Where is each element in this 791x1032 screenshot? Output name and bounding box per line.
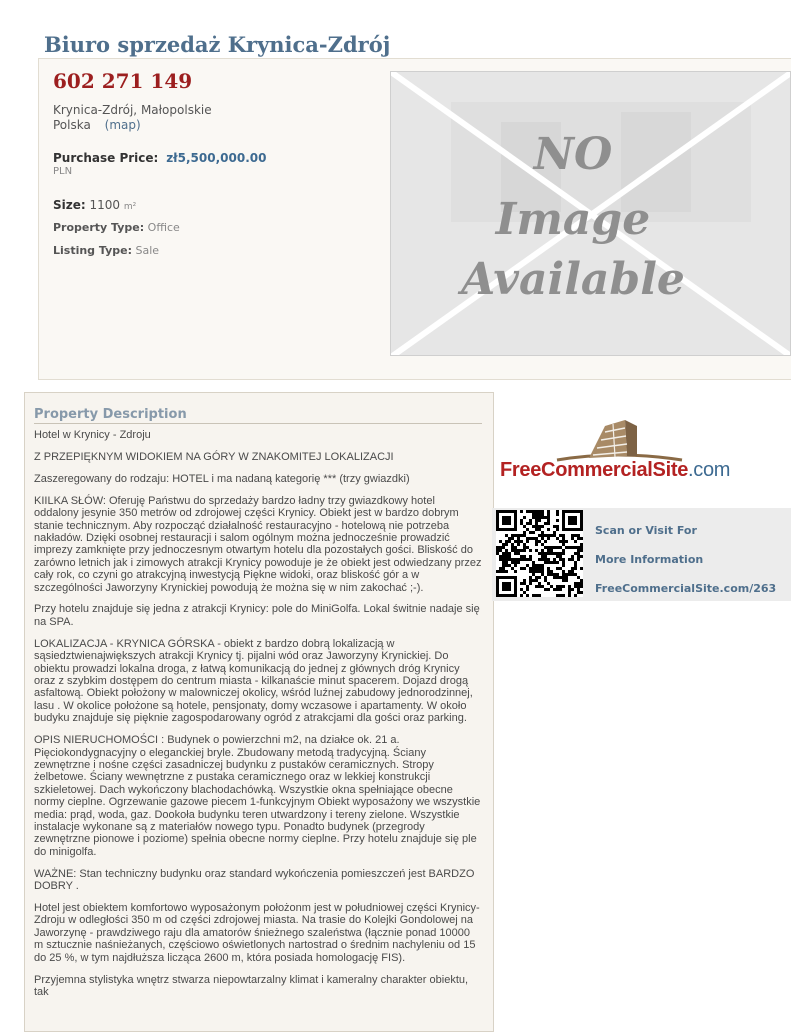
- address-country-row: [53, 118, 141, 132]
- address-country: Polska: [53, 118, 91, 132]
- listing-type-value: Sale: [135, 244, 160, 257]
- description-paragraph: Przyjemna stylistyka wnętrz stwarza niepowtarzalny klimat i kameralny charakter obiektu, tak: [34, 973, 469, 998]
- property-type-label: Property Type:: [53, 221, 145, 234]
- description-body: [34, 429, 482, 1008]
- phone-number[interactable]: 602 271 149: [53, 69, 193, 93]
- no-image-line2: Image: [495, 194, 651, 245]
- size-unit: m²: [123, 202, 137, 212]
- qr-scan-text: Scan or Visit For: [595, 524, 697, 537]
- description-paragraph: Przy hotelu znajduje się jedna z atrakcji Krynicy: pole do MiniGolfa. Lokal świtnie nadaje się na SPA.: [34, 603, 480, 628]
- logo-text-main: FreeCommercialSite: [500, 459, 689, 481]
- description-paragraph: Hotel jest obiektem komfortowo wyposażonym położonm jest w południowej części Krynicy-Zdroju w odległości 350 m od części zdrojowej miasta. Na trasie do Kolejki Gondolowej na Jaworzynę - prawdziwego raju dla amatorów śnieżnego szaleństwa (łącznie ponad 10000 m sztucznie naśnieżanych, częściowo oświetlonych nartostrad o średnim nachyleniu od 15 do 25 %, w tym najdłuższa licząca 2600 m, która posiada homologację FIS).: [34, 902, 480, 964]
- property-type-row: [53, 221, 180, 234]
- qr-info-text: More Information: [595, 553, 704, 566]
- price-value: zł5,500,000.00: [166, 151, 267, 165]
- qr-url-link[interactable]: FreeCommercialSite.com/263: [595, 582, 777, 595]
- no-image-line1: NO: [533, 129, 613, 180]
- size-row: [53, 198, 136, 212]
- description-paragraph: Z PRZEPIĘKNYM WIDOKIEM NA GÓRY W ZNAKOMITEJ LOKALIZACJI: [34, 450, 394, 463]
- size-value: 1100: [89, 198, 121, 212]
- address-city-region: Krynica-Zdrój, Małopolskie: [53, 103, 212, 117]
- no-image-graphic: [391, 72, 791, 356]
- price-label: Purchase Price:: [53, 151, 159, 165]
- freecommercialsite-logo[interactable]: [500, 459, 730, 482]
- description-paragraph: Hotel w Krynicy - Zdroju: [34, 429, 151, 441]
- description-heading: Property Description: [34, 407, 187, 422]
- size-label: Size:: [53, 198, 86, 212]
- qr-code-icon[interactable]: [496, 510, 583, 597]
- description-paragraph: KIILKA SŁÓW: Oferuję Państwu do sprzedaży bardzo ładny trzy gwiazdkowy hotel oddalony jesynie 350 metrów od zdrojowej części Krynicy. Obiekt jest w bardzo dobrym stanie technicznym. Aby rozpocząć działalność restauracyjno - hotelową nie potrzeba nakładów. Dzięki osobnej restauracji i salom ogólnym można jednocześnie prowadzić imprezy zamknięte przy jednoczesnym otwartym hotelu dla pozostałych gości. Bliskość do zarówno letnich jak i zimowych atrakcji Krynicy powoduje je że obiekt jest odwiedzany przez cały rok, co czyni go atrakcyjną inwestycją Piękne widoki, oraz bliskość gór a w szczególności Jaworzyny Krynickiej powodują że można się w nim zakochać ;-).: [34, 494, 482, 594]
- description-paragraph: WAŻNE: Stan techniczny budynku oraz standard wykończenia pomieszczeń jest BARDZO DOBRY .: [34, 867, 475, 893]
- no-image-line3: Available: [461, 254, 685, 305]
- page-title: Biuro sprzedaż Krynica-Zdrój: [44, 32, 391, 57]
- listing-type-row: [53, 244, 159, 257]
- description-paragraph: OPIS NIERUCHOMOŚCI : Budynek o powierzchni m2, na działce ok. 21 a. Pięciokondygnacyjny o eleganckiej bryle. Zbudowany metodą tradycyjną. Ściany zewnętrzne i nośne części zasadniczej budynku z pustaków ceramicznych. Stropy żelbetowe. Ściany wewnętrzne z pustaka ceramicznego oraz w lekkiej konstrukcji szkieletowej. Dach wykończony blachodachówką. Wszystkie okna spełniające obecne normy cieplne. Ogrzewanie gazowe piecem 1-funkcyjnym Obiekt wyposażony we wszystkie media: prąd, woda, gaz. Dookoła budynku teren utwardzony i tereny zielone. Wszystkie instalacje wykonane są z materiałów nowego typu. Ponadto budynek (przegrody zewnętrzne pionowe i poziome) spełnia obecne normy cieplne. Przy hotelu znajduje się ple do minigolfa.: [34, 734, 481, 858]
- map-link[interactable]: (map): [104, 118, 141, 132]
- description-paragraph: LOKALIZACJA - KRYNICA GÓRSKA - obiekt z bardzo dobrą lokalizacją w sąsiedztwienajwiększych atrakcji Krynicy tj. pijalni wód oraz Jaworzyny Krynickiej. Do obiektu prowadzi lokalna droga, z łatwą komunikacją do jednej z głównych dróg Krynicy oraz z szybkim dostępem do centrum miasta - kilkanaście minut spacerem. Dojazd drogą asfaltową. Obiekt położony w malowniczej okolicy, wśród luźnej zabudowy jednorodzinnej, lasu . W okolice położone są hotele, pensjonaty, domy wczasowe i apartamenty. W około budyku znajduje się pięknie zagospodarowany ogród z atrakcjami dla gości oraz parking.: [34, 637, 473, 725]
- listing-type-label: Listing Type:: [53, 244, 132, 257]
- description-paragraph: Zaszeregowany do rodzaju: HOTEL i ma nadaną kategorię *** (trzy gwiazdki): [34, 472, 410, 485]
- qr-code-graphic: [496, 510, 583, 597]
- currency-label: PLN: [53, 166, 73, 177]
- logo-text-suffix: .com: [688, 459, 731, 481]
- property-type-value: Office: [147, 221, 180, 234]
- no-image-placeholder: [390, 71, 791, 356]
- price-row: [53, 151, 266, 165]
- description-divider: [34, 423, 482, 424]
